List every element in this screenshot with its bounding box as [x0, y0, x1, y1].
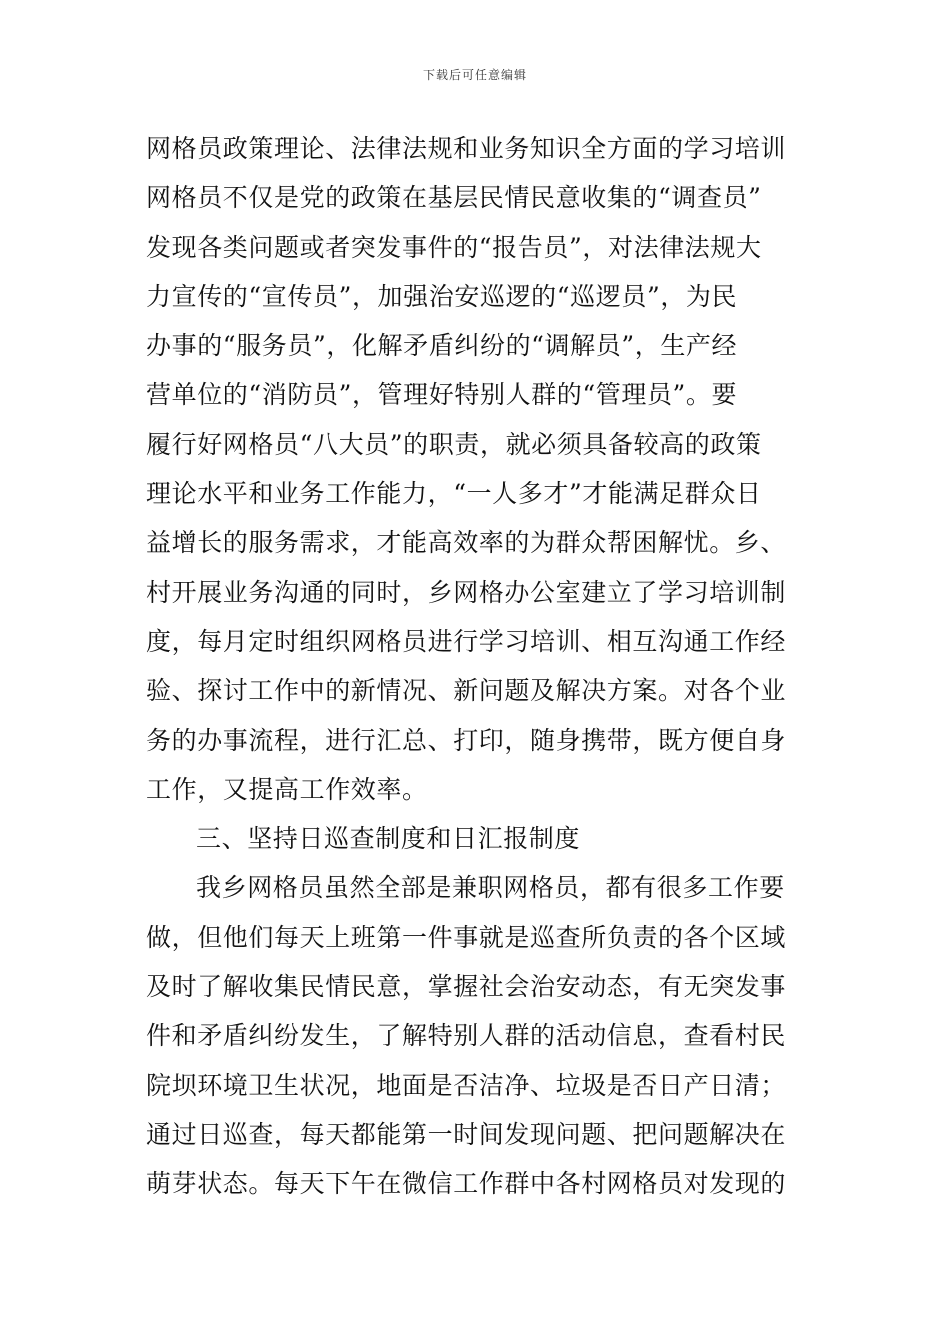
paragraph-first-line: 我乡网格员虽然全部是兼职网格员，都有很多工作要 — [196, 873, 785, 903]
text-line: 办事的“服务员”，化解矛盾纠纷的“调解员”，生产经 — [146, 331, 738, 361]
text-line: 益增长的服务需求，才能高效率的为群众帮困解忧。乡、 — [146, 528, 787, 558]
text-line: 务的办事流程，进行汇总、打印，随身携带，既方便自身 — [146, 725, 787, 755]
section-heading: 三、坚持日巡查制度和日汇报制度 — [196, 824, 581, 854]
text-line: 及时了解收集民情民意，掌握社会治安动态，有无突发事 — [146, 972, 787, 1002]
text-line: 力宣传的“宣传员”，加强治安巡逻的“巡逻员”，为民 — [146, 281, 738, 311]
text-line: 工作，又提高工作效率。 — [146, 774, 428, 804]
text-line: 网格员不仅是党的政策在基层民情民意收集的“调查员” — [146, 183, 762, 213]
text-line: 验、探讨工作中的新情况、新问题及解决方案。对各个业 — [146, 676, 787, 706]
body-text — [146, 124, 818, 1209]
text-line: 通过日巡查，每天都能第一时间发现问题、把问题解决在 — [146, 1119, 787, 1149]
text-line: 度，每月定时组织网格员进行学习培训、相互沟通工作经 — [146, 626, 787, 656]
text-line: 件和矛盾纠纷发生，了解特别人群的活动信息，查看村民 — [146, 1021, 787, 1051]
text-line: 萌芽状态。每天下午在微信工作群中各村网格员对发现的 — [146, 1169, 787, 1199]
text-line: 做，但他们每天上班第一件事就是巡查所负责的各个区域 — [146, 922, 787, 952]
text-line: 村开展业务沟通的同时，乡网格办公室建立了学习培训制 — [146, 577, 787, 607]
text-line: 理论水平和业务工作能力，“一人多才”才能满足群众日 — [146, 479, 762, 509]
text-line: 营单位的“消防员”，管理好特别人群的“管理员”。要 — [146, 380, 738, 410]
header-note: 下载后可任意编辑 — [422, 68, 527, 82]
text-line: 履行好网格员“八大员”的职责，就必须具备较高的政策 — [146, 429, 762, 459]
text-line: 网格员政策理论、法律法规和业务知识全方面的学习培训 — [146, 134, 787, 163]
text-line: 院坝环境卫生状况，地面是否洁净、垃圾是否日产日清； — [146, 1070, 787, 1100]
text-line: 发现各类问题或者突发事件的“报告员”，对法律法规大 — [146, 232, 762, 262]
